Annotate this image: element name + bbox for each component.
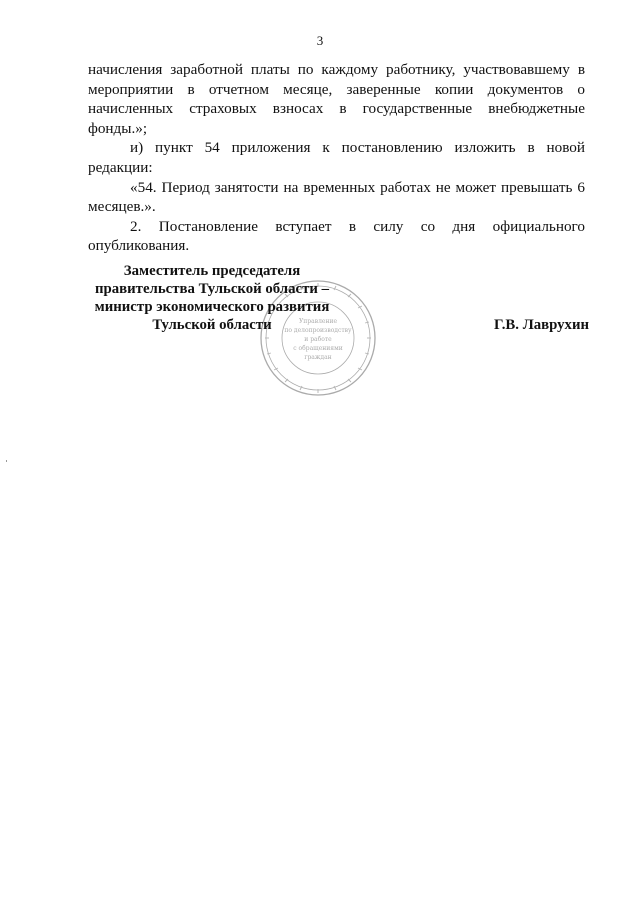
signatory-title: [92, 262, 332, 334]
seal-line-5: граждан: [304, 354, 332, 361]
signatory-title-line: Тульской области: [152, 317, 272, 333]
seal-line-2: по делопроизводству: [284, 327, 352, 334]
paragraph-item-54: «54. Период занятости на временных работах не может превышать 6 месяцев.».: [88, 178, 585, 216]
signatory-title-line: правительства Тульской области –: [95, 281, 329, 297]
seal-line-4: с обращениями: [293, 345, 343, 352]
seal-line-3: и работе: [304, 336, 332, 343]
paragraph-continuation: начисления заработной платы по каждому работнику, участвовавшему в мероприятии в отчетном месяце, заверенные копии документов о начисленных страховых взносах в государственные внебюджетные фонды.»;: [88, 61, 585, 137]
signatory-title-line: Заместитель председателя: [123, 263, 301, 279]
signatory-name: Г.В. Лаврухин: [493, 317, 589, 333]
page-number: 3: [316, 33, 324, 48]
document-body: [88, 60, 585, 256]
seal-line-1: Управление: [298, 318, 338, 325]
paragraph-item-i: и) пункт 54 приложения к постановлению изложить в новой редакции:: [88, 139, 585, 176]
signatory-title-line: министр экономического развития: [94, 299, 330, 315]
scan-artifact: [6, 460, 7, 462]
paragraph-effective-date: 2. Постановление вступает в силу со дня официального опубликования.: [88, 217, 585, 255]
